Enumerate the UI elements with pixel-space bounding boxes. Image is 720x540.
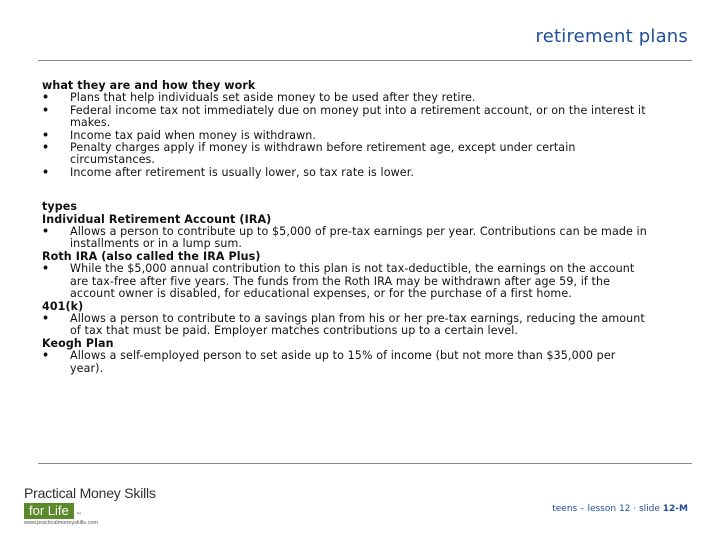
what-bullet-list — [42, 92, 652, 179]
bullet-item: • Allows a person to contribute to a savings plan from his or her pre-tax earnings, reducing the amount of tax that must be paid. Employer matches contributions up to a certain level. — [42, 313, 652, 338]
type-name-ira: Individual Retirement Account (IRA) — [42, 212, 272, 226]
bullet-item: • Allows a person to contribute up to $5,000 of pre-tax earnings per year. Contributions can be made in installments or in a lump sum. — [42, 226, 652, 251]
type-name-401k: 401(k) — [42, 299, 84, 313]
section-spacer — [42, 179, 652, 201]
logo-row — [24, 503, 204, 519]
logo-tagline-box: for Life — [24, 503, 74, 519]
practical-money-skills-logo — [24, 485, 204, 525]
keogh-bullet-list — [42, 350, 652, 375]
slide-title: retirement plans — [535, 26, 688, 47]
slide-number: 12-M — [662, 504, 688, 514]
logo-trademark: ™ — [75, 512, 82, 519]
slide-label-text: teens – lesson 12 · slide — [552, 504, 663, 514]
section-heading-types: types — [42, 200, 78, 214]
bullet-item: • Plans that help individuals set aside money to be used after they retire. — [42, 92, 652, 104]
header-divider — [38, 60, 692, 61]
slide-body — [42, 80, 652, 375]
section-heading-what: what they are and how they work — [42, 79, 256, 92]
bullet-item: • While the $5,000 annual contribution to this plan is not tax-deductible, the earnings on the account are tax-free after five years. The funds from the Roth IRA may be withdrawn after age 59, if the account owner is disabled, for educational expenses, or for the purchase of a first home. — [42, 263, 652, 300]
type-name-roth-ira: Roth IRA (also called the IRA Plus) — [42, 249, 261, 263]
logo-title: Practical Money Skills — [24, 485, 156, 501]
401k-bullet-list — [42, 313, 652, 338]
slide-number-label — [552, 504, 688, 514]
logo-url: www.practicalmoneyskills.com — [24, 520, 98, 526]
bullet-item: • Income after retirement is usually lower, so tax rate is lower. — [42, 167, 652, 179]
type-name-keogh: Keogh Plan — [42, 336, 114, 350]
roth-bullet-list — [42, 263, 652, 300]
footer-divider — [38, 463, 692, 464]
bullet-item: • Allows a self-employed person to set aside up to 15% of income (but not more than $35,000 per year). — [42, 350, 652, 375]
bullet-item: • Penalty charges apply if money is withdrawn before retirement age, except under certain circumstances. — [42, 142, 652, 167]
ira-bullet-list — [42, 226, 652, 251]
bullet-item: • Income tax paid when money is withdrawn. — [42, 130, 652, 142]
bullet-item: • Federal income tax not immediately due on money put into a retirement account, or on the interest it makes. — [42, 105, 652, 130]
